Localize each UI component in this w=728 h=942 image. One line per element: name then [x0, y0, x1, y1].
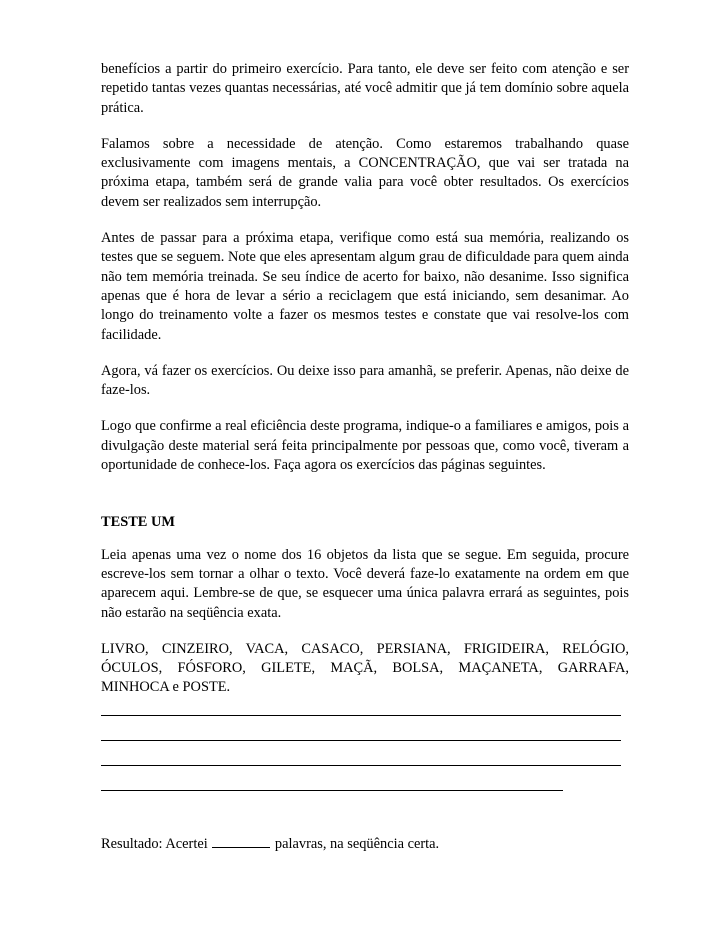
document-page [101, 60, 629, 854]
result-suffix: palavras, na seqüência certa. [274, 835, 440, 852]
answer-line-2[interactable] [101, 740, 621, 741]
result-prefix: Resultado: Acertei [101, 835, 208, 852]
paragraph-3: Antes de passar para a próxima etapa, verifique como está sua memória, realizando os testes que se seguem. Note que eles apresentam algum grau de dificuldade para quem ainda não tem memória treinada. Se seu índice de acerto for baixo, não desanime. Isso significa apenas que é hora de levar a sério a reciclagem que está iniciando, sem desanimar. Ao longo do treinamento volte a fazer os mesmos testes e constate que vai resolve-los com facilidade. [101, 230, 629, 343]
word-list: LIVRO, CINZEIRO, VACA, CASACO, PERSIANA, FRIGIDEIRA, RELÓGIO, ÓCULOS, FÓSFORO, GILETE, MAÇÃ, BOLSA, MAÇANETA, GARRAFA, MINHOCA e POSTE. [101, 640, 629, 696]
paragraph-5: Logo que confirme a real eficiência deste programa, indique-o a familiares e amigos, pois a divulgação deste material será feita principalmente por pessoas que, como você, tiveram a oportunidade de conhece-los. Faça agora os exercícios das páginas seguintes. [101, 418, 629, 474]
answer-line-3[interactable] [101, 765, 621, 766]
section-title: TESTE UM [101, 514, 175, 531]
answer-line-4[interactable] [101, 790, 563, 791]
result-blank[interactable] [212, 835, 270, 848]
paragraph-4: Agora, vá fazer os exercícios. Ou deixe isso para amanhã, se preferir. Apenas, não deixe de faze-los. [101, 362, 629, 399]
test-instructions: Leia apenas uma vez o nome dos 16 objetos da lista que se segue. Em seguida, procure escreve-los sem tornar a olhar o texto. Você deverá faze-lo exatamente na ordem em que aparecem aqui. Lembre-se de que, se esquecer uma única palavra errará as seguintes, pois não estarão na seqüência exata. [101, 546, 629, 621]
answer-lines [101, 715, 629, 791]
paragraph-2: Falamos sobre a necessidade de atenção. Como estaremos trabalhando quase exclusivamente com imagens mentais, a CONCENTRAÇÃO, que vai ser tratada na próxima etapa, também será de grande valia para você obter resultados. Os exercícios devem ser realizados sem interrupção. [101, 135, 629, 210]
result-line [101, 835, 629, 854]
paragraph-1: benefícios a partir do primeiro exercício. Para tanto, ele deve ser feito com atenção e ser repetido tantas vezes quantas necessárias, até você admitir que já tem domínio sobre aquela prática. [101, 61, 629, 116]
answer-line-1[interactable] [101, 715, 621, 716]
